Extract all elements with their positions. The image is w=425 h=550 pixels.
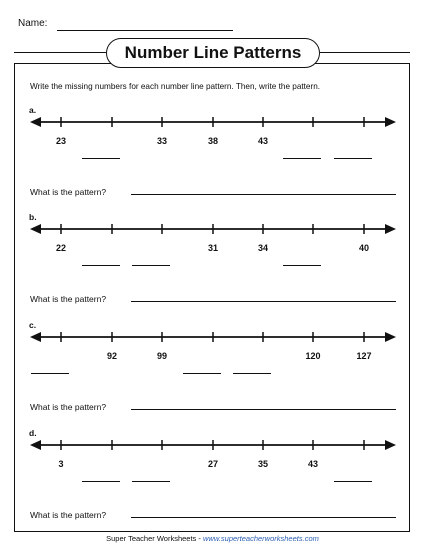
problem-letter: b. bbox=[29, 212, 37, 222]
problem bbox=[0, 428, 425, 536]
footer-url[interactable]: www.superteacherworksheets.com bbox=[202, 534, 319, 543]
given-number: 22 bbox=[55, 243, 67, 253]
given-number: 92 bbox=[106, 351, 118, 361]
given-number: 99 bbox=[156, 351, 168, 361]
arrow-right-icon bbox=[385, 332, 396, 342]
answer-blank[interactable] bbox=[31, 373, 69, 374]
answer-blank[interactable] bbox=[82, 265, 120, 266]
pattern-answer-line[interactable] bbox=[131, 409, 396, 410]
footer-brand: Super Teacher Worksheets bbox=[106, 534, 197, 543]
answer-blank[interactable] bbox=[334, 158, 372, 159]
problem-letter: c. bbox=[29, 320, 37, 330]
answer-blank[interactable] bbox=[132, 481, 170, 482]
problem-letter: a. bbox=[29, 105, 37, 115]
given-number: 127 bbox=[356, 351, 372, 361]
given-number: 34 bbox=[257, 243, 269, 253]
arrow-left-icon bbox=[30, 117, 41, 127]
footer bbox=[0, 534, 425, 543]
number-line bbox=[0, 212, 425, 242]
given-number: 3 bbox=[58, 459, 64, 469]
given-number: 33 bbox=[156, 136, 168, 146]
given-number: 35 bbox=[257, 459, 269, 469]
given-number: 43 bbox=[257, 136, 269, 146]
answer-blank[interactable] bbox=[283, 158, 321, 159]
name-label: Name: bbox=[18, 18, 48, 29]
number-line bbox=[0, 105, 425, 135]
problem-letter: d. bbox=[29, 428, 37, 438]
arrow-left-icon bbox=[30, 224, 41, 234]
arrow-left-icon bbox=[30, 440, 41, 450]
answer-blank[interactable] bbox=[132, 265, 170, 266]
answer-blank[interactable] bbox=[283, 265, 321, 266]
instructions: Write the missing numbers for each number line pattern. Then, write the pattern. bbox=[30, 82, 321, 91]
given-number: 43 bbox=[307, 459, 319, 469]
given-number: 38 bbox=[207, 136, 219, 146]
answer-blank[interactable] bbox=[82, 158, 120, 159]
pattern-answer-line[interactable] bbox=[131, 301, 396, 302]
pattern-question: What is the pattern? bbox=[30, 294, 107, 304]
arrow-right-icon bbox=[385, 224, 396, 234]
page-title: Number Line Patterns bbox=[106, 38, 320, 68]
number-line bbox=[0, 320, 425, 350]
answer-blank[interactable] bbox=[334, 481, 372, 482]
answer-blank[interactable] bbox=[183, 373, 221, 374]
answer-blank[interactable] bbox=[82, 481, 120, 482]
footer-separator: - bbox=[196, 534, 203, 543]
pattern-question: What is the pattern? bbox=[30, 510, 107, 520]
pattern-question: What is the pattern? bbox=[30, 187, 107, 197]
pattern-question: What is the pattern? bbox=[30, 402, 107, 412]
given-number: 120 bbox=[305, 351, 321, 361]
problem bbox=[0, 320, 425, 428]
arrow-right-icon bbox=[385, 440, 396, 450]
number-line bbox=[0, 428, 425, 458]
given-number: 40 bbox=[358, 243, 370, 253]
problem bbox=[0, 105, 425, 213]
given-number: 23 bbox=[55, 136, 67, 146]
given-number: 31 bbox=[207, 243, 219, 253]
title-rule-left bbox=[14, 52, 106, 53]
pattern-answer-line[interactable] bbox=[131, 194, 396, 195]
pattern-answer-line[interactable] bbox=[131, 517, 396, 518]
problem bbox=[0, 212, 425, 320]
name-field[interactable] bbox=[57, 30, 233, 31]
arrow-left-icon bbox=[30, 332, 41, 342]
answer-blank[interactable] bbox=[233, 373, 271, 374]
title-rule-right bbox=[320, 52, 410, 53]
given-number: 27 bbox=[207, 459, 219, 469]
arrow-right-icon bbox=[385, 117, 396, 127]
